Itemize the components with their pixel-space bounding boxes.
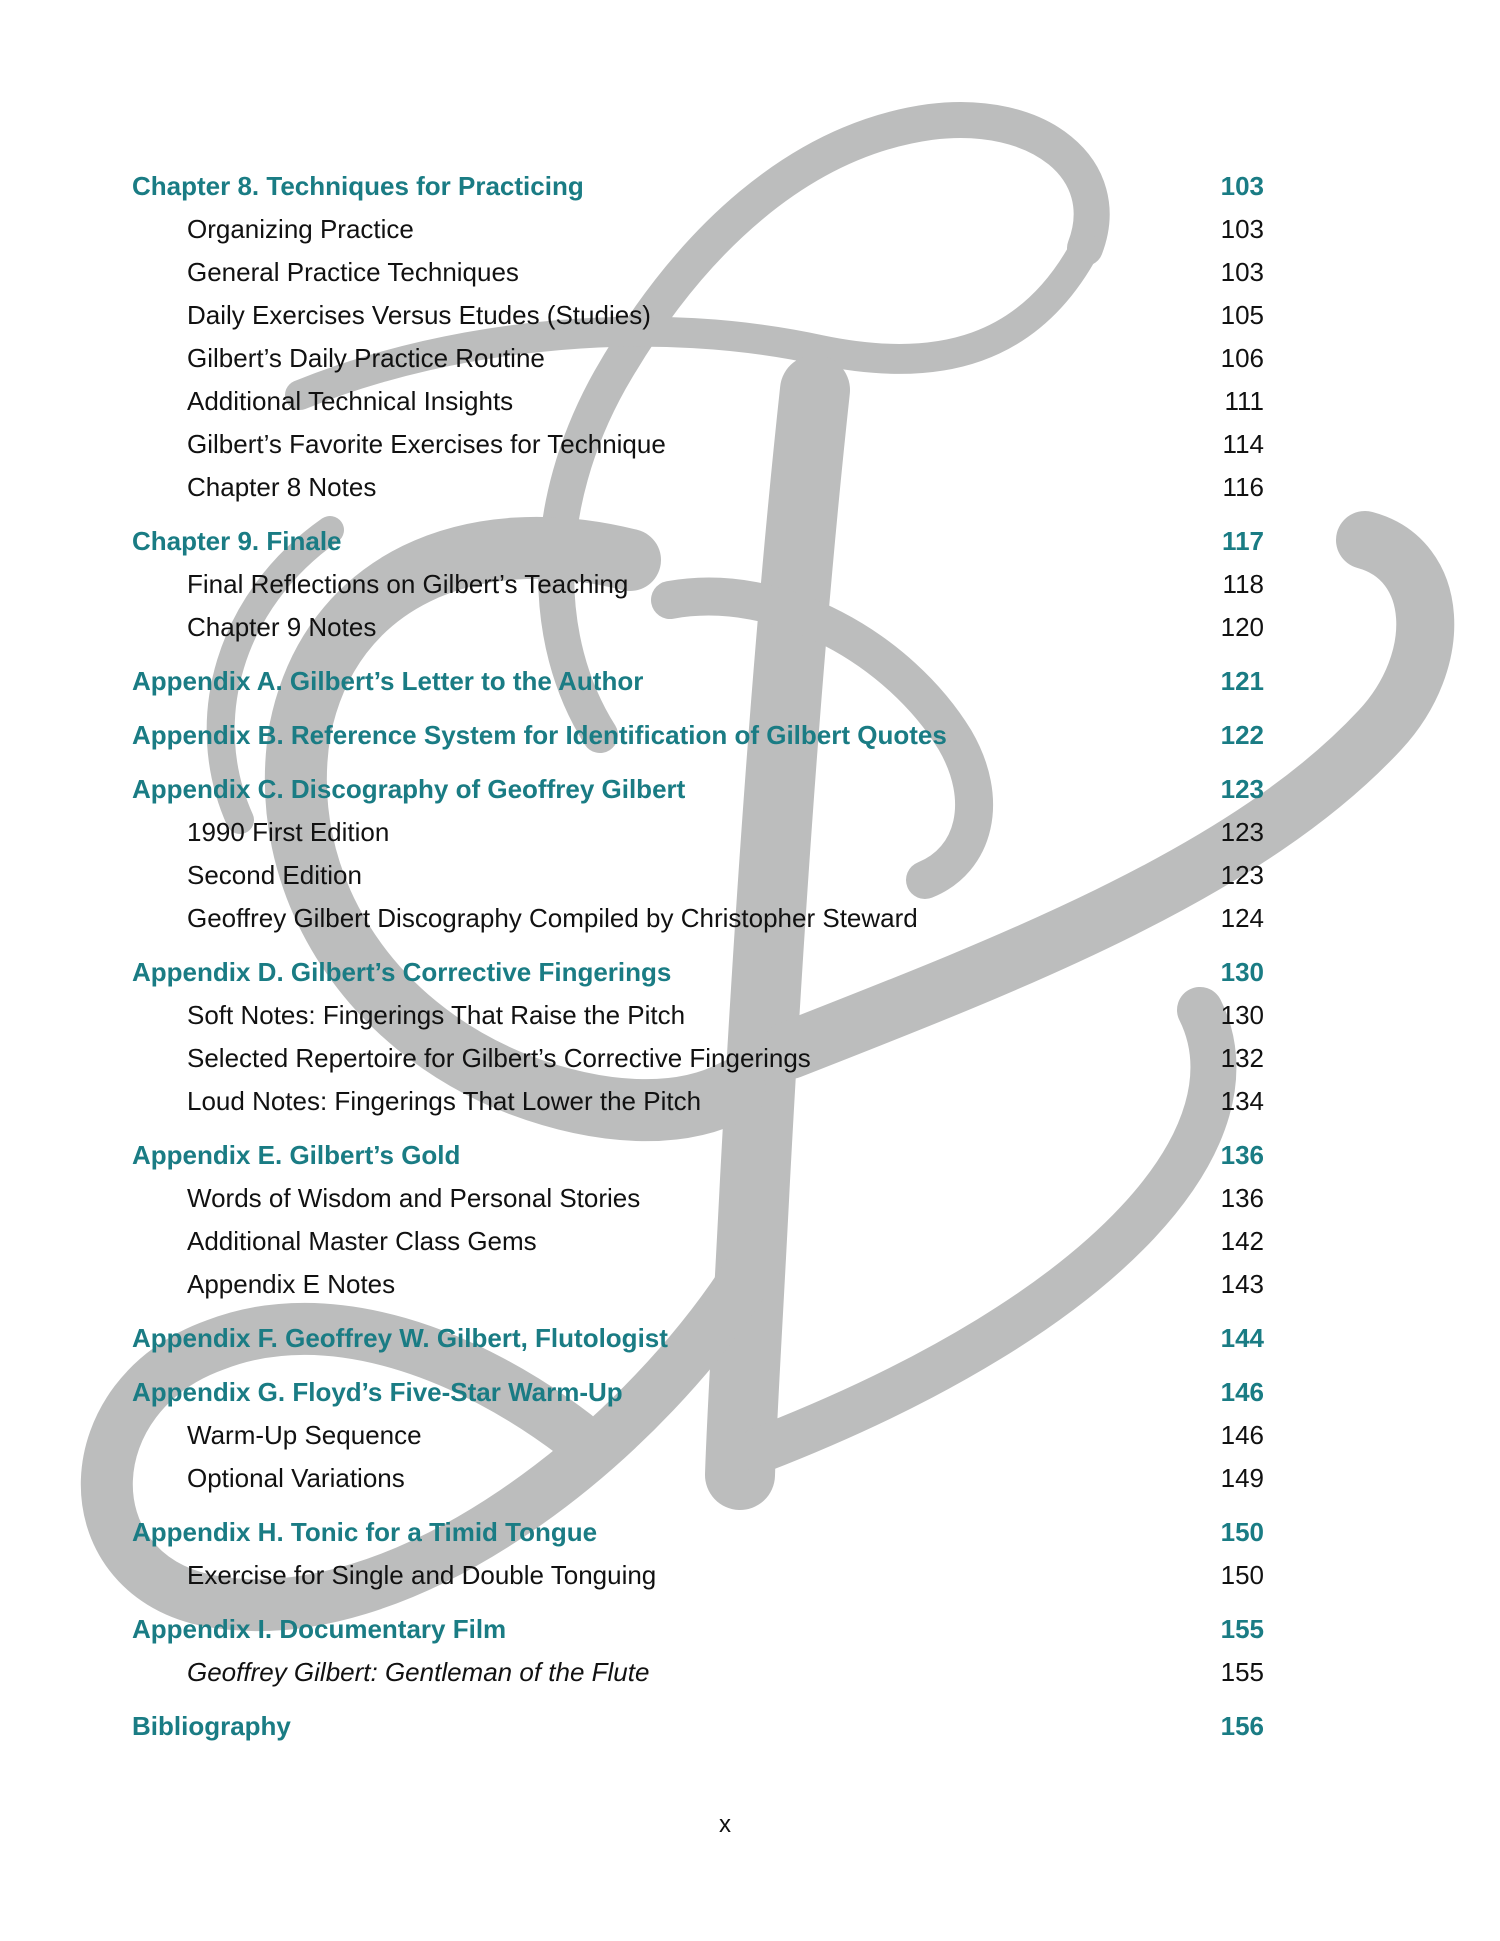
toc-entry-title: Chapter 9 Notes	[187, 612, 377, 642]
toc-entry-page: 121	[1220, 666, 1264, 696]
toc-entry-title: Appendix E. Gilbert’s Gold	[132, 1140, 461, 1170]
toc-entry-page: 111	[1224, 386, 1264, 416]
toc-entry-title: Appendix B. Reference System for Identification of Gilbert Quotes	[132, 720, 947, 750]
toc-entry-appendix-e-notes[interactable]	[132, 1263, 1264, 1306]
toc-entry-page: 114	[1222, 429, 1264, 459]
toc-entry-chapter-9-notes[interactable]	[132, 606, 1264, 649]
toc-entry-title: Chapter 9. Finale	[132, 526, 342, 556]
toc-entry-documentary-film-title[interactable]	[132, 1651, 1264, 1694]
toc-entry-page: 122	[1220, 720, 1264, 750]
toc-entry-chapter-8-notes[interactable]	[132, 466, 1264, 509]
toc-entry-title: Organizing Practice	[187, 214, 414, 244]
toc-entry-title: Appendix I. Documentary Film	[132, 1614, 507, 1644]
toc-entry-title: Chapter 8 Notes	[187, 472, 377, 502]
toc-entry-title: Additional Technical Insights	[187, 386, 514, 416]
toc-entry-appendix-d[interactable]	[132, 951, 1264, 994]
toc-entry-page: 142	[1220, 1226, 1264, 1256]
toc-entry-appendix-i[interactable]	[132, 1608, 1264, 1651]
toc-entry-page: 146	[1220, 1420, 1264, 1450]
toc-entry-title: Bibliography	[132, 1711, 291, 1741]
toc-entry-soft-notes[interactable]	[132, 994, 1264, 1037]
toc-entry-first-edition[interactable]	[132, 811, 1264, 854]
toc-entry-tonguing-exercise[interactable]	[132, 1554, 1264, 1597]
toc-entry-page: 103	[1220, 257, 1264, 287]
toc-entry-page: 146	[1220, 1377, 1264, 1407]
toc-entry-appendix-g[interactable]	[132, 1371, 1264, 1414]
toc-entry-title: 1990 First Edition	[187, 817, 390, 847]
toc-entry-page: 155	[1220, 1657, 1264, 1687]
toc-entry-title: Additional Master Class Gems	[187, 1226, 537, 1256]
toc-entry-title: Daily Exercises Versus Etudes (Studies)	[187, 300, 651, 330]
toc-entry-page: 124	[1220, 903, 1264, 933]
toc-entry-title: Soft Notes: Fingerings That Raise the Pitch	[187, 1000, 686, 1030]
toc-entry-daily-practice-routine[interactable]	[132, 337, 1264, 380]
toc-entry-chapter-8[interactable]	[132, 165, 1264, 208]
toc-entry-loud-notes[interactable]	[132, 1080, 1264, 1123]
toc-entry-general-practice-techniques[interactable]	[132, 251, 1264, 294]
toc-entry-title: Appendix C. Discography of Geoffrey Gilbert	[132, 774, 686, 804]
toc-entry-page: 103	[1220, 214, 1264, 244]
toc-entry-page: 132	[1220, 1043, 1264, 1073]
toc-entry-title: Loud Notes: Fingerings That Lower the Pitch	[187, 1086, 702, 1116]
toc-entry-page: 118	[1222, 569, 1264, 599]
toc-entry-discography-steward[interactable]	[132, 897, 1264, 940]
toc-entry-daily-exercises-versus-etudes[interactable]	[132, 294, 1264, 337]
toc-entry-page: 120	[1220, 612, 1264, 642]
toc-entry-page: 106	[1220, 343, 1264, 373]
toc-entry-page: 144	[1220, 1323, 1264, 1353]
toc-entry-page: 134	[1220, 1086, 1264, 1116]
toc-entry-appendix-h[interactable]	[132, 1511, 1264, 1554]
toc-entry-title: Second Edition	[187, 860, 362, 890]
toc-entry-page: 156	[1220, 1711, 1264, 1741]
toc-entry-page: 136	[1220, 1140, 1264, 1170]
toc-entry-title: Selected Repertoire for Gilbert’s Corrective Fingerings	[187, 1043, 811, 1073]
toc-entry-appendix-e[interactable]	[132, 1134, 1264, 1177]
toc-entry-second-edition[interactable]	[132, 854, 1264, 897]
toc-entry-final-reflections[interactable]	[132, 563, 1264, 606]
toc-entry-page: 116	[1222, 472, 1264, 502]
toc-entry-appendix-a[interactable]	[132, 660, 1264, 703]
toc-entry-title: Final Reflections on Gilbert’s Teaching	[187, 569, 629, 599]
toc-entry-title: Appendix H. Tonic for a Timid Tongue	[132, 1517, 598, 1547]
toc-entry-page: 130	[1220, 957, 1264, 987]
toc-entry-title: Appendix F. Geoffrey W. Gilbert, Flutologist	[132, 1323, 668, 1353]
toc-entry-words-of-wisdom[interactable]	[132, 1177, 1264, 1220]
toc-entry-title: Appendix E Notes	[187, 1269, 396, 1299]
toc-entry-warm-up-sequence[interactable]	[132, 1414, 1264, 1457]
toc-entry-title: Words of Wisdom and Personal Stories	[187, 1183, 641, 1213]
toc-entry-title: Geoffrey Gilbert Discography Compiled by Christopher Steward	[187, 903, 918, 933]
toc-entry-page: 149	[1220, 1463, 1264, 1493]
toc-entry-page: 103	[1220, 171, 1264, 201]
toc-entry-title: General Practice Techniques	[187, 257, 519, 287]
toc-entry-page: 123	[1220, 860, 1264, 890]
page-number: x	[719, 1811, 731, 1838]
toc-entry-appendix-f[interactable]	[132, 1317, 1264, 1360]
toc-entry-title: Appendix D. Gilbert’s Corrective Fingerings	[132, 957, 672, 987]
toc-entry-page: 105	[1220, 300, 1264, 330]
table-of-contents	[132, 165, 1264, 1748]
toc-entry-page: 136	[1220, 1183, 1264, 1213]
toc-entry-optional-variations[interactable]	[132, 1457, 1264, 1500]
toc-entry-title: Chapter 8. Techniques for Practicing	[132, 171, 584, 201]
toc-entry-title: Gilbert’s Daily Practice Routine	[187, 343, 545, 373]
toc-entry-favorite-exercises[interactable]	[132, 423, 1264, 466]
toc-entry-page: 117	[1222, 526, 1264, 556]
toc-entry-page: 155	[1220, 1614, 1264, 1644]
toc-entry-additional-technical-insights[interactable]	[132, 380, 1264, 423]
toc-entry-title: Geoffrey Gilbert: Gentleman of the Flute	[187, 1657, 650, 1687]
toc-entry-title: Exercise for Single and Double Tonguing	[187, 1560, 657, 1590]
toc-entry-chapter-9[interactable]	[132, 520, 1264, 563]
toc-entry-title: Appendix A. Gilbert’s Letter to the Author	[132, 666, 644, 696]
toc-entry-title: Optional Variations	[187, 1463, 405, 1493]
toc-entry-page: 123	[1220, 774, 1264, 804]
toc-entry-master-class-gems[interactable]	[132, 1220, 1264, 1263]
toc-entry-page: 150	[1220, 1517, 1264, 1547]
toc-entry-selected-repertoire[interactable]	[132, 1037, 1264, 1080]
toc-entry-appendix-c[interactable]	[132, 768, 1264, 811]
toc-entry-page: 130	[1220, 1000, 1264, 1030]
toc-entry-page: 143	[1220, 1269, 1264, 1299]
toc-entry-title: Appendix G. Floyd’s Five-Star Warm-Up	[132, 1377, 623, 1407]
toc-entry-page: 123	[1220, 817, 1264, 847]
toc-entry-bibliography[interactable]	[132, 1705, 1264, 1748]
toc-entry-organizing-practice[interactable]	[132, 208, 1264, 251]
toc-entry-page: 150	[1220, 1560, 1264, 1590]
toc-entry-appendix-b[interactable]	[132, 714, 1264, 757]
toc-entry-title: Gilbert’s Favorite Exercises for Technique	[187, 429, 666, 459]
toc-entry-title: Warm-Up Sequence	[187, 1420, 422, 1450]
